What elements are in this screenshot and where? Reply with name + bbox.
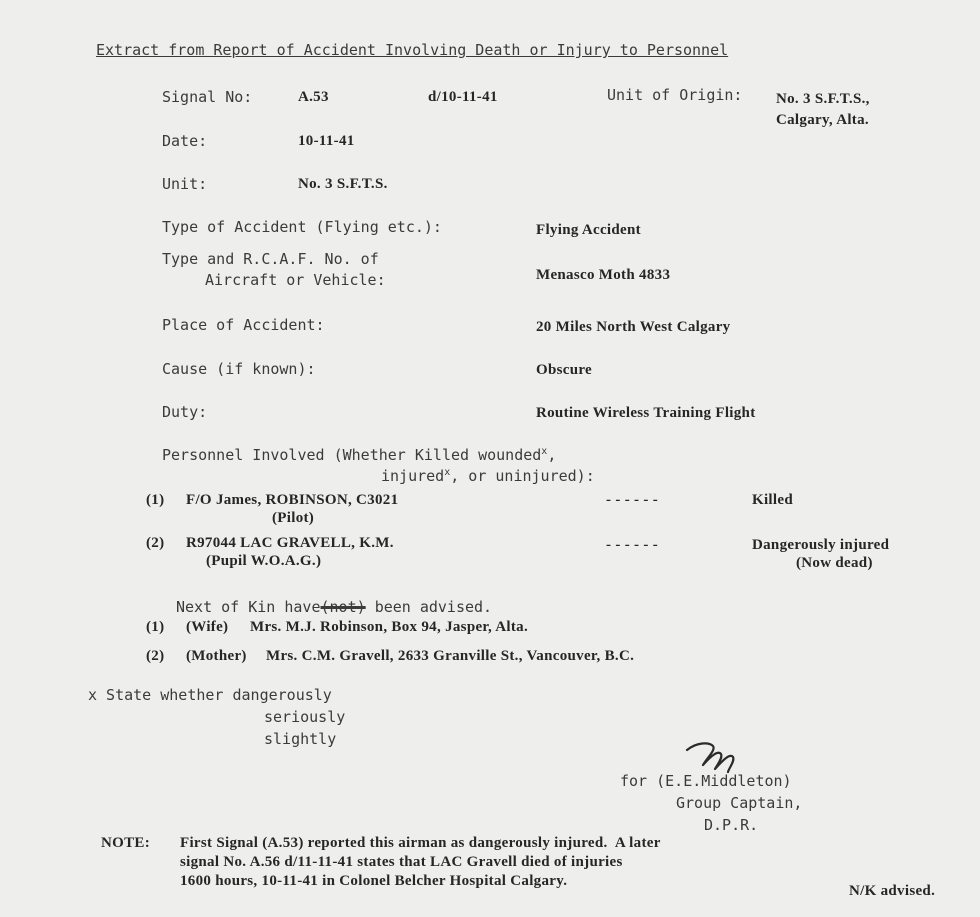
handwritten-signature: [683, 738, 743, 774]
duty-label: Duty:: [162, 403, 208, 421]
personnel-label-line2-text: injured: [381, 467, 445, 485]
footnote-mark: x: [444, 467, 451, 478]
personnel-entry-1-dashes: - - - - - -: [606, 492, 659, 508]
personnel-label-line2: [381, 466, 595, 487]
note-line1: First Signal (A.53) reported this airman as dangerously injured. A later: [180, 835, 661, 851]
personnel-entry-2-name: R97044 LAC GRAVELL, K.M.: [186, 535, 394, 551]
footnote-mark: x: [541, 446, 548, 457]
next-of-kin-1-text: Mrs. M.J. Robinson, Box 94, Jasper, Alta.: [250, 619, 529, 635]
personnel-label-line1-end: ,: [547, 446, 557, 464]
personnel-entry-2-status: Dangerously injured: [752, 537, 890, 553]
signal-label: Signal No:: [162, 88, 253, 106]
next-of-kin-text-before: Next of Kin have: [176, 598, 321, 616]
aircraft-label-line2: Aircraft or Vehicle:: [205, 271, 386, 289]
personnel-entry-1-role: (Pilot): [272, 510, 315, 526]
unit-value: No. 3 S.F.T.S.: [298, 176, 388, 192]
note-line3: 1600 hours, 10-11-41 in Colonel Belcher Hospital Calgary.: [180, 873, 568, 889]
signature-for-line: for (E.E.Middleton): [620, 772, 792, 790]
signature-rank: Group Captain,: [676, 794, 803, 812]
origin-label: Unit of Origin:: [607, 86, 743, 104]
next-of-kin-line: [176, 598, 492, 618]
next-of-kin-1-num: (1): [146, 619, 165, 635]
footnote-line3: slightly: [264, 730, 337, 748]
place-value: 20 Miles North West Calgary: [536, 319, 731, 335]
signal-ref: d/10-11-41: [428, 89, 498, 105]
note-label: NOTE:: [101, 835, 151, 851]
origin-line2: Calgary, Alta.: [776, 112, 869, 128]
personnel-entry-1-num: (1): [146, 492, 165, 508]
personnel-entry-2-role: (Pupil W.O.A.G.): [206, 553, 322, 569]
aircraft-label-line1: Type and R.C.A.F. No. of: [162, 250, 379, 268]
personnel-entry-2-status-note: (Now dead): [796, 555, 873, 571]
signature-office: D.P.R.: [704, 816, 759, 834]
accident-type-value: Flying Accident: [536, 222, 641, 238]
date-label: Date:: [162, 132, 208, 150]
next-of-kin-overstrike: (not): [320, 598, 366, 616]
personnel-label-line2-end: , or uninjured):: [450, 467, 595, 485]
next-of-kin-1-relation: (Wife): [186, 619, 229, 635]
personnel-entry-2-dashes: - - - - - -: [606, 537, 659, 553]
footnote-line1: x State whether dangerously: [88, 686, 332, 704]
document-title: Extract from Report of Accident Involving Death or Injury to Personnel: [96, 41, 729, 59]
cause-label: Cause (if known):: [162, 360, 316, 378]
personnel-entry-1-name: F/O James, ROBINSON, C3021: [186, 492, 399, 508]
next-of-kin-2-num: (2): [146, 648, 165, 664]
personnel-entry-1-status: Killed: [752, 492, 793, 508]
personnel-entry-2-num: (2): [146, 535, 165, 551]
footnote-line2: seriously: [264, 708, 346, 726]
origin-line1: No. 3 S.F.T.S.,: [776, 91, 870, 107]
personnel-label-line1-text: Personnel Involved (Whether Killed wounded: [162, 446, 542, 464]
next-of-kin-text-after: been advised.: [374, 598, 493, 616]
note-tail: N/K advised.: [849, 883, 936, 899]
duty-value: Routine Wireless Training Flight: [536, 405, 756, 421]
next-of-kin-2-text: Mrs. C.M. Gravell, 2633 Granville St., Vancouver, B.C.: [266, 648, 635, 664]
date-value: 10-11-41: [298, 133, 355, 149]
note-line2: signal No. A.56 d/11-11-41 states that LAC Gravell died of injuries: [180, 854, 623, 870]
cause-value: Obscure: [536, 362, 592, 378]
unit-label: Unit:: [162, 175, 208, 193]
next-of-kin-2-relation: (Mother): [186, 648, 247, 664]
personnel-label-line1: [162, 445, 556, 466]
signal-number: A.53: [298, 89, 329, 105]
accident-type-label: Type of Accident (Flying etc.):: [162, 218, 442, 236]
place-label: Place of Accident:: [162, 316, 325, 334]
aircraft-value: Menasco Moth 4833: [536, 267, 671, 283]
